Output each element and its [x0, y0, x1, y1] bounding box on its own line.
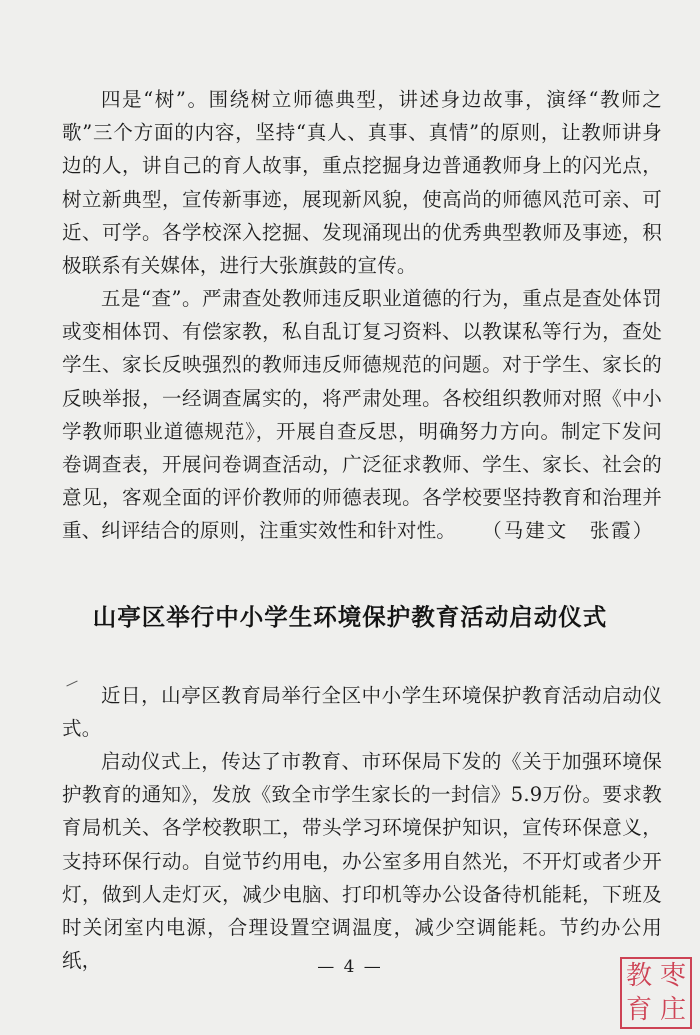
- seal-char: 庄: [659, 995, 686, 1025]
- paragraph-cha: [62, 282, 662, 548]
- paragraph-shu: 四是“树”。围绕树立师德典型，讲述身边故事，演绎“教师之歌”三个方面的内容，坚持“真人、真事、真情”的原则，让教师讲身边的人，讲自己的育人故事，重点挖掘身边普通教师身上的闪光点，树立新典型，宣传新事迹，展现新风貌，使高尚的师德风范可亲、可近、可学。各学校深入挖掘、发现涌现出的优秀典型教师及事迹，积极联系有关媒体，进行大张旗鼓的宣传。: [62, 88, 662, 278]
- paragraph-cha-text: 五是“查”。严肃查处教师违反职业道德的行为，重点是查处体罚或变相体罚、有偿家教，私自乱订复习资料、以教谋私等行为，查处学生、家长反映强烈的教师违反师德规范的问题。对于学生、家长的反映举报，一经调查属实的，将严肃处理。各校组织教师对照《中小学教师职业道德规范》，开展自查反思，明确努力方向。制定下发问卷调查表，开展问卷调查活动，广泛征求教师、学生、家长、社会的意见，客观全面的评价教师的师德表现。各学校要坚持教育和治理并重、纠评结合的原则，注重实效性和针对性。: [62, 287, 662, 543]
- article-title: 山亭区举行中小学生环境保护教育活动启动仪式: [92, 603, 608, 631]
- authors: （马建文 张霞）: [492, 519, 655, 543]
- seal-char: 育: [625, 995, 652, 1025]
- page-number: — 4 —: [317, 957, 383, 977]
- seal-stamp: [620, 957, 692, 1029]
- seal-char: 枣: [659, 961, 686, 991]
- article-paragraph-intro: 近日，山亭区教育局举行全区中小学生环境保护教育活动启动仪式。: [62, 684, 662, 741]
- article-paragraph-body: 启动仪式上，传达了市教育、市环保局下发的《关于加强环境保护教育的通知》，发放《致全市学生家长的一封信》5.9万份。要求教育局机关、各学校教职工，带头学习环境保护知识，宣传环保意义，支持环保行动。自觉节约用电，办公室多用自然光，不开灯或者少开灯，做到人走灯灭，减少电脑、打印机等办公设备待机能耗，下班及时关闭室内电源，合理设置空调温度，减少空调能耗。节约办公用纸，: [62, 750, 662, 973]
- seal-char: 教: [625, 961, 652, 991]
